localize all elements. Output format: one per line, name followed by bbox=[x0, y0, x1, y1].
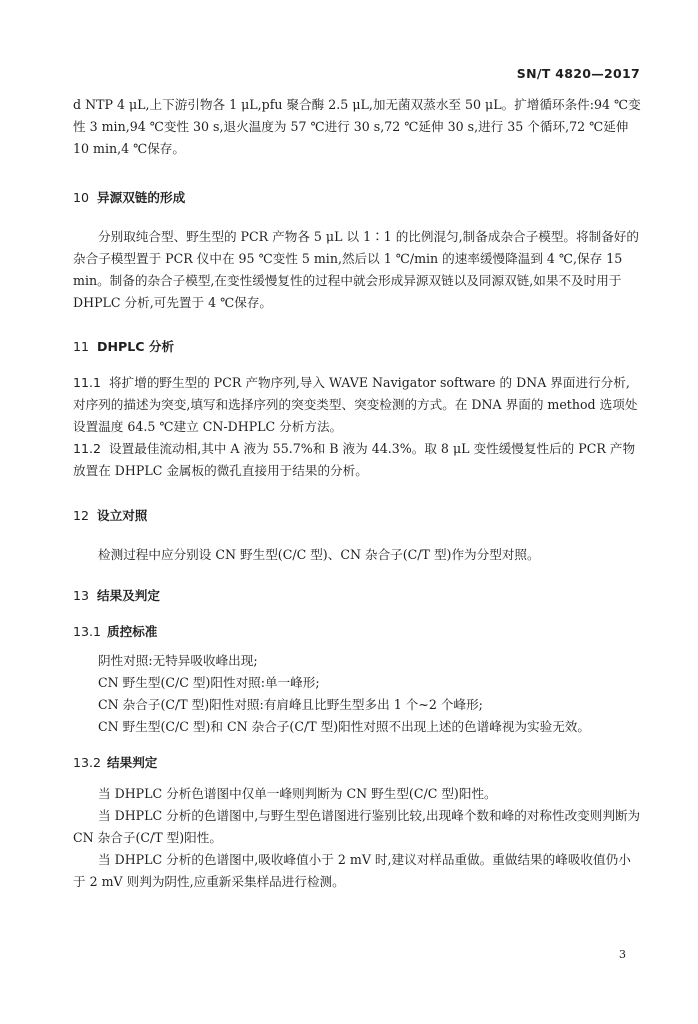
clause-text: 设置最佳流动相,其中 A 液为 55.7%和 B 液为 44.3%。取 8 μL 变性缓慢复性后的 PCR 产物放置在 DHPLC 金属板的微孔直接用于结果的分析。 bbox=[73, 441, 636, 478]
subsection-13-1-heading bbox=[73, 622, 641, 642]
subsection-13-2-heading bbox=[73, 753, 641, 773]
clause-11-1 bbox=[73, 372, 641, 438]
intro-paragraph: d NTP 4 μL,上下游引物各 1 μL,pfu 聚合酶 2.5 μL,加无菌双蒸水至 50 μL。扩增循环条件:94 ℃变性 3 min,94 ℃变性 30 s,退火温度为 57 ℃进行 30 s,72 ℃延伸 30 s,进行 35 个循环,72 ℃延伸 10 min,4 ℃保存。 bbox=[73, 97, 641, 156]
subsection-title: 结果判定 bbox=[107, 755, 158, 770]
section-number: 11 bbox=[73, 339, 90, 354]
section-title: DHPLC 分析 bbox=[97, 339, 175, 354]
section-title: 异源双链的形成 bbox=[97, 190, 186, 205]
list-item: CN 野生型(C/C 型)阳性对照:单一峰形; bbox=[98, 675, 320, 690]
clause-number: 11.2 bbox=[73, 441, 102, 456]
list-item: CN 野生型(C/C 型)和 CN 杂合子(C/T 型)阳性对照不出现上述的色谱峰视为实验无效。 bbox=[98, 719, 590, 734]
result-judgement bbox=[73, 783, 641, 893]
section-13-heading bbox=[73, 586, 641, 606]
result-paragraph: 当 DHPLC 分析的色谱图中,吸收峰值小于 2 mV 时,建议对样品重做。重做结果的峰吸收值仍小于 2 mV 则判为阴性,应重新采集样品进行检测。 bbox=[73, 852, 631, 889]
section-number: 10 bbox=[73, 190, 90, 205]
page-number: 3 bbox=[619, 948, 626, 961]
clause-11-2 bbox=[73, 438, 641, 482]
subsection-number: 13.2 bbox=[73, 755, 102, 770]
subsection-title: 质控标准 bbox=[107, 624, 158, 639]
section-number: 13 bbox=[73, 588, 90, 603]
page-content bbox=[73, 94, 641, 893]
clause-text: 将扩增的野生型的 PCR 产物序列,导入 WAVE Navigator software 的 DNA 界面进行分析,对序列的描述为突变,填写和选择序列的突变类型、突变检测的方式。在 DNA 界面的 method 选项处设置温度 64.5 ℃建立 CN-DHPLC 分析方法。 bbox=[73, 375, 638, 434]
section-10-heading bbox=[73, 188, 641, 208]
quality-control-list bbox=[73, 650, 641, 738]
section-11-heading bbox=[73, 337, 641, 357]
subsection-number: 13.1 bbox=[73, 624, 102, 639]
section-12-body: 检测过程中应分别设 CN 野生型(C/C 型)、CN 杂合子(C/T 型)作为分型对照。 bbox=[98, 547, 540, 562]
result-paragraph: 当 DHPLC 分析色谱图中仅单一峰则判断为 CN 野生型(C/C 型)阳性。 bbox=[98, 786, 497, 801]
list-item: 阴性对照:无特异吸收峰出现; bbox=[98, 653, 258, 668]
section-12-heading bbox=[73, 506, 641, 526]
section-number: 12 bbox=[73, 508, 90, 523]
section-10-body: 分别取纯合型、野生型的 PCR 产物各 5 μL 以 1∶1 的比例混匀,制备成杂合子模型。将制备好的杂合子模型置于 PCR 仪中在 95 ℃变性 5 min,然后以 1 ℃/min 的速率缓慢降温到 4 ℃,保存 15 min。制备的杂合子模型,在变性缓慢复性的过程中就会形成异源双链以及同源双链,如果不及时用于 DHPLC 分析,可先置于 4 ℃保存。 bbox=[73, 229, 639, 310]
standard-code: SN/T 4820—2017 bbox=[516, 66, 640, 81]
list-item: CN 杂合子(C/T 型)阳性对照:有肩峰且比野生型多出 1 个~2 个峰形; bbox=[98, 697, 483, 712]
result-paragraph: 当 DHPLC 分析的色谱图中,与野生型色谱图进行鉴别比较,出现峰个数和峰的对称性改变则判断为 CN 杂合子(C/T 型)阳性。 bbox=[73, 808, 641, 845]
section-title: 结果及判定 bbox=[97, 588, 160, 603]
clause-number: 11.1 bbox=[73, 375, 102, 390]
section-title: 设立对照 bbox=[97, 508, 148, 523]
